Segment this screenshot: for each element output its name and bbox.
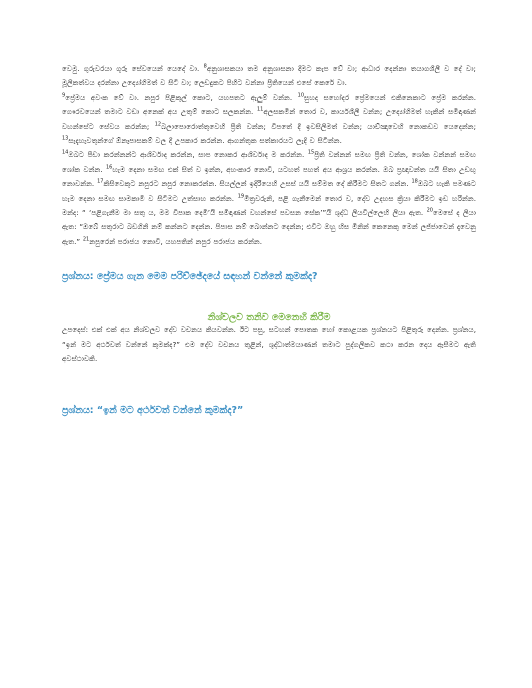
verse-number: 16: [105, 164, 113, 171]
question-heading: ප්‍රශ්නය: ප්‍රේමය ගැන මෙම පරිච්ඡේදයේ සඳහන් වන්නේ කුමක්ද?: [62, 271, 318, 283]
verse-number: 15: [307, 150, 315, 157]
verse-number: 20: [426, 207, 433, 214]
text-segment: ප්‍රේමය අවංක වේ වා. නපුර පිළිකුල් කොට, යහපතට ඇලුම් වන්න.: [65, 92, 298, 102]
text-segment: ඔබට පීඩා කරන්නන්ට ආශිර්වාද කරන්න, සාප නොකර ආශිර්වාද ම කරන්න.: [68, 150, 308, 160]
verse-number: 11: [256, 106, 264, 113]
text-segment: මිත්‍රවරුනි, පළි ගැනීමෙන් තොර ව, දේව උදහස ක්‍රියා කිරීමට ඉඩ හරින්න. මන්ද: “ ‘පළිගැනීම මා සතු ය, මම විපාක දෙමි’යි සමිඳාණන් වහන්සේ පවසන සේක’”යි ශුද්ධ ලියවිල්ලෙහි ලියා ඇත.: [62, 193, 476, 218]
paragraph-verse-7-8: [62, 62, 476, 91]
verse-number: 18: [411, 178, 418, 185]
verse-number: 9: [62, 92, 66, 99]
section-heading: නිශ්චලව තනිව මෙනෙහි කිරීම: [207, 312, 331, 324]
text-segment: බලාපොරොත්තුවෙහි ප්‍රීති වන්න; විපතේ දී ඉවසිලිමත් වන්න; යාච්ඤාවෙහි නොකඩව යෙදෙන්න;: [161, 121, 476, 131]
text-segment: අලසකමින් තොර ව, කාර්යශීලී වන්න; උද්‍යෝගිමත් හැකින් සමිඳාණන් වහන්සේට සේවය කරන්න;: [62, 107, 477, 131]
text-segment: කිසිවෙකුට නපුරට නපුර නොකරන්න. සියල්ලන් ඉදිරියෙහි උසස් යයි සම්මත දේ කිරීමට සිතට ගන්න.: [103, 179, 412, 189]
verse-number: 17: [97, 178, 104, 185]
verse-number: 21: [82, 236, 90, 243]
text-segment: හැම දෙනා සමඟ එක් සිත් ව ඉන්න, අහංකාර නොවී, යටහත් පහත් අය ආශ්‍රය කරන්න. ඔබ ප්‍රඥාවන්ත යයි සිතා උඩඟු නොවන්න.: [62, 164, 476, 189]
text-segment: ප්‍රීති වන්නන් සමඟ ප්‍රීති වන්න, ශෝක වන්නන් සමඟ ශෝක වන්න.: [62, 150, 476, 174]
instructions-paragraph: උපදෙස්: එක් එක් අය නිශ්චලව දේව වචනය කියවන්න. ඊට පසු, සටහන් පොතක හෝ කොළයක ප්‍රශ්නයට පිළිතුරු දෙන්න. ප්‍රශ්නය, “ඉන් මට අර්ථවත් වන්නේ කුමක්ද?” එම දේව වචනය තුළින්, ශුද්ධාත්මයාණන් තමාට පුද්ගලිකව කථා කරන දෙය ඇසීමට ඇති අවස්ථාවකි.: [62, 325, 476, 364]
paragraph-verse-9-13: [62, 91, 476, 149]
question-heading: ප්‍රශ්නය: “ඉන් මට අර්ථවත් වන්නේ කුමක්ද?”: [62, 404, 244, 416]
text-segment: මෙසේ ද ලියා ඇත: “ඔබේ සතුරාට බඩගිනි නම් කන්නට දෙන්න. පිපාස නම් බොන්නට දෙන්න; එවිට ඔහු හිස මිනින් කෙනෙකු මෙන් ලජ්ජාවෙන් දැවෙනු ඇත.”: [62, 208, 476, 246]
verse-number: 10: [297, 92, 305, 99]
paragraph-verse-14-21: [62, 148, 476, 249]
text-segment: සුහද සහෝදර ප්‍රේමයෙන් එකිනෙකාට ප්‍රේම කරන්න. ගෞරවයෙන් තමාට වඩා අනෙක් අය උතුම් කොට සලකන්න.: [62, 92, 477, 117]
text-segment: ඔබට හැකි පමණට හැම දෙනා සමඟ සාමකාමී ව සිටීමට උත්සාහ කරන්න.: [62, 179, 477, 203]
verse-number: 13: [62, 135, 69, 142]
verse-number: 8: [203, 63, 207, 70]
text-segment: සැදැහැවතුන්ගේ ඕනෑපාසකම් වල දී උපකාර කරන්න. ආගන්තුක සත්කාරයට ලැදි ව සිටින්න.: [68, 136, 342, 146]
text-segment: අනුශාසකයා තම අනුශාසනා දීමට කැප වේ වා; ආධාර දෙන්නා තයාගශීලී ව දේ වා; මූලිකත්වය දරන්නා උද්‍යෝගිමත් ව සිටී වා; ලෙඩදුකට පිහිට වන්නා ප්‍රීතියෙන් එසේ කෙරේ වා.: [62, 64, 476, 88]
text-segment: නපුරෙන් පරාජය නොවී, යහපතින් නපුර පරාජය කරන්න.: [89, 236, 263, 246]
verse-number: 19: [237, 193, 245, 200]
verse-number: 12: [154, 121, 162, 128]
text-segment: වෙමු. ගුරුවරයා ගුරු සේවයෙන් යෙදේ වා.: [62, 64, 204, 73]
verse-number: 14: [62, 150, 69, 157]
